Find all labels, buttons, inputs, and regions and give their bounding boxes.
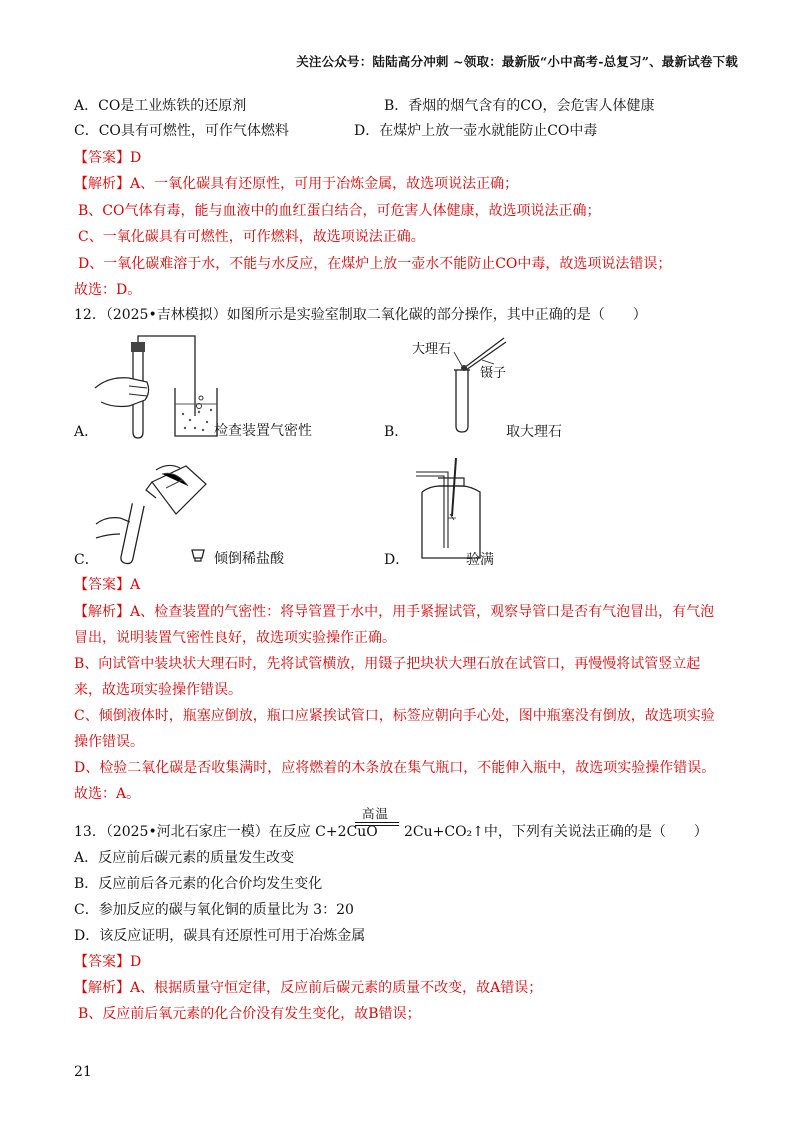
q12-conclusion: 故选：A。 bbox=[74, 786, 141, 802]
q13-option-b: B．反应前后各元素的化合价均发生变化 bbox=[74, 876, 323, 892]
q13-option-a: A．反应前后碳元素的质量发生改变 bbox=[74, 850, 295, 866]
q12-figure-tweezer-label: 镊子 bbox=[480, 366, 507, 381]
q13-explanation-2: B、反应前后氧元素的化合价没有发生变化，故B错误； bbox=[78, 1006, 421, 1022]
q12-explanation-3: C、倾倒液体时，瓶塞应倒放，瓶口应紧挨试管口，标签应朝向手心处，图中瓶塞没有倒放，故选项实验 bbox=[74, 708, 715, 724]
q11-explanation-4: D、一氧化碳难溶于水，不能与水反应，在煤炉上放一壶水不能防止CO中毒，故选项说法错误； bbox=[78, 256, 672, 272]
q12-stem: 12．（2025•吉林模拟）如图所示是实验室制取二氧化碳的部分操作，其中正确的是（ ） bbox=[74, 307, 647, 323]
q13-option-d: D．该反应证明，碳具有还原性可用于冶炼金属 bbox=[74, 928, 366, 944]
q11-conclusion: 故选：D。 bbox=[74, 282, 142, 298]
q12-figure-marble-label: 大理石 bbox=[412, 342, 452, 357]
q11-explanation-2: B、CO气体有毒，能与血液中的血红蛋白结合，可危害人体健康，故选项说法正确； bbox=[78, 203, 601, 219]
q12-explanation-3b: 操作错误。 bbox=[74, 734, 144, 750]
q11-answer: 【答案】D bbox=[74, 150, 142, 166]
q12-answer: 【答案】A bbox=[74, 577, 141, 593]
q11-option-d: D．在煤炉上放一壶水就能防止CO中毒 bbox=[354, 123, 598, 139]
q12-option-d-caption: 验满 bbox=[466, 552, 494, 568]
q12-option-c-label: C． bbox=[74, 552, 99, 568]
q12-option-b-caption: 取大理石 bbox=[506, 424, 562, 440]
q13-stem-post: 2Cu+CO₂↑中，下列有关说法正确的是（ ） bbox=[404, 824, 708, 840]
page-number: 21 bbox=[74, 1064, 92, 1080]
q11-option-b: B．香烟的烟气含有的CO，会危害人体健康 bbox=[384, 98, 655, 114]
q13-reaction-condition: 高温 bbox=[362, 806, 390, 821]
q13-stem-pre: 13．（2025•河北石家庄一模）在反应 C+2CuO bbox=[74, 824, 378, 840]
q11-explanation-3: C、一氧化碳具有可燃性，可作燃料，故选项说法正确。 bbox=[78, 229, 425, 245]
page-header: 关注公众号：陆陆高分冲刺 ~领取：最新版“小中高考-总复习”、最新试卷下载 bbox=[296, 54, 738, 69]
figure-airtightness-check bbox=[95, 336, 225, 440]
q13-explanation-1: 【解析】A、根据质量守恒定律，反应前后碳元素的质量不改变，故A错误； bbox=[74, 980, 543, 996]
q12-option-c-caption: 倾倒稀盐酸 bbox=[214, 551, 284, 567]
q12-option-d-label: D． bbox=[384, 552, 410, 568]
q12-option-a-caption: 检查装置气密性 bbox=[214, 423, 312, 439]
q12-explanation-1: 【解析】A、检查装置的气密性：将导管置于水中，用手紧握试管，观察导管口是否有气泡冒出，有气泡 bbox=[74, 604, 715, 620]
q12-explanation-2b: 来，故选项实验操作错误。 bbox=[74, 682, 242, 698]
q11-option-c: C．CO具有可燃性，可作气体燃料 bbox=[74, 123, 289, 139]
q12-option-b-label: B． bbox=[384, 424, 409, 440]
q12-explanation-1b: 冒出，说明装置气密性良好，故选项实验操作正确。 bbox=[74, 630, 396, 646]
q12-explanation-4: D、检验二氧化碳是否收集满时，应将燃着的木条放在集气瓶口，不能伸入瓶中，故选项实验操作错误。 bbox=[74, 760, 716, 776]
q11-explanation-1: 【解析】A、一氧化碳具有还原性，可用于冶炼金属，故选项说法正确； bbox=[74, 176, 519, 192]
q12-explanation-2: B、向试管中装块状大理石时，先将试管横放，用镊子把块状大理石放在试管口，再慢慢将试管竖立起 bbox=[74, 656, 701, 672]
q13-option-c: C．参加反应的碳与氧化铜的质量比为 3：20 bbox=[74, 902, 354, 918]
q11-option-a: A．CO是工业炼铁的还原剂 bbox=[74, 98, 247, 114]
stopper-icon bbox=[190, 548, 206, 562]
q13-answer: 【答案】D bbox=[74, 954, 142, 970]
q12-option-a-label: A． bbox=[74, 424, 99, 440]
